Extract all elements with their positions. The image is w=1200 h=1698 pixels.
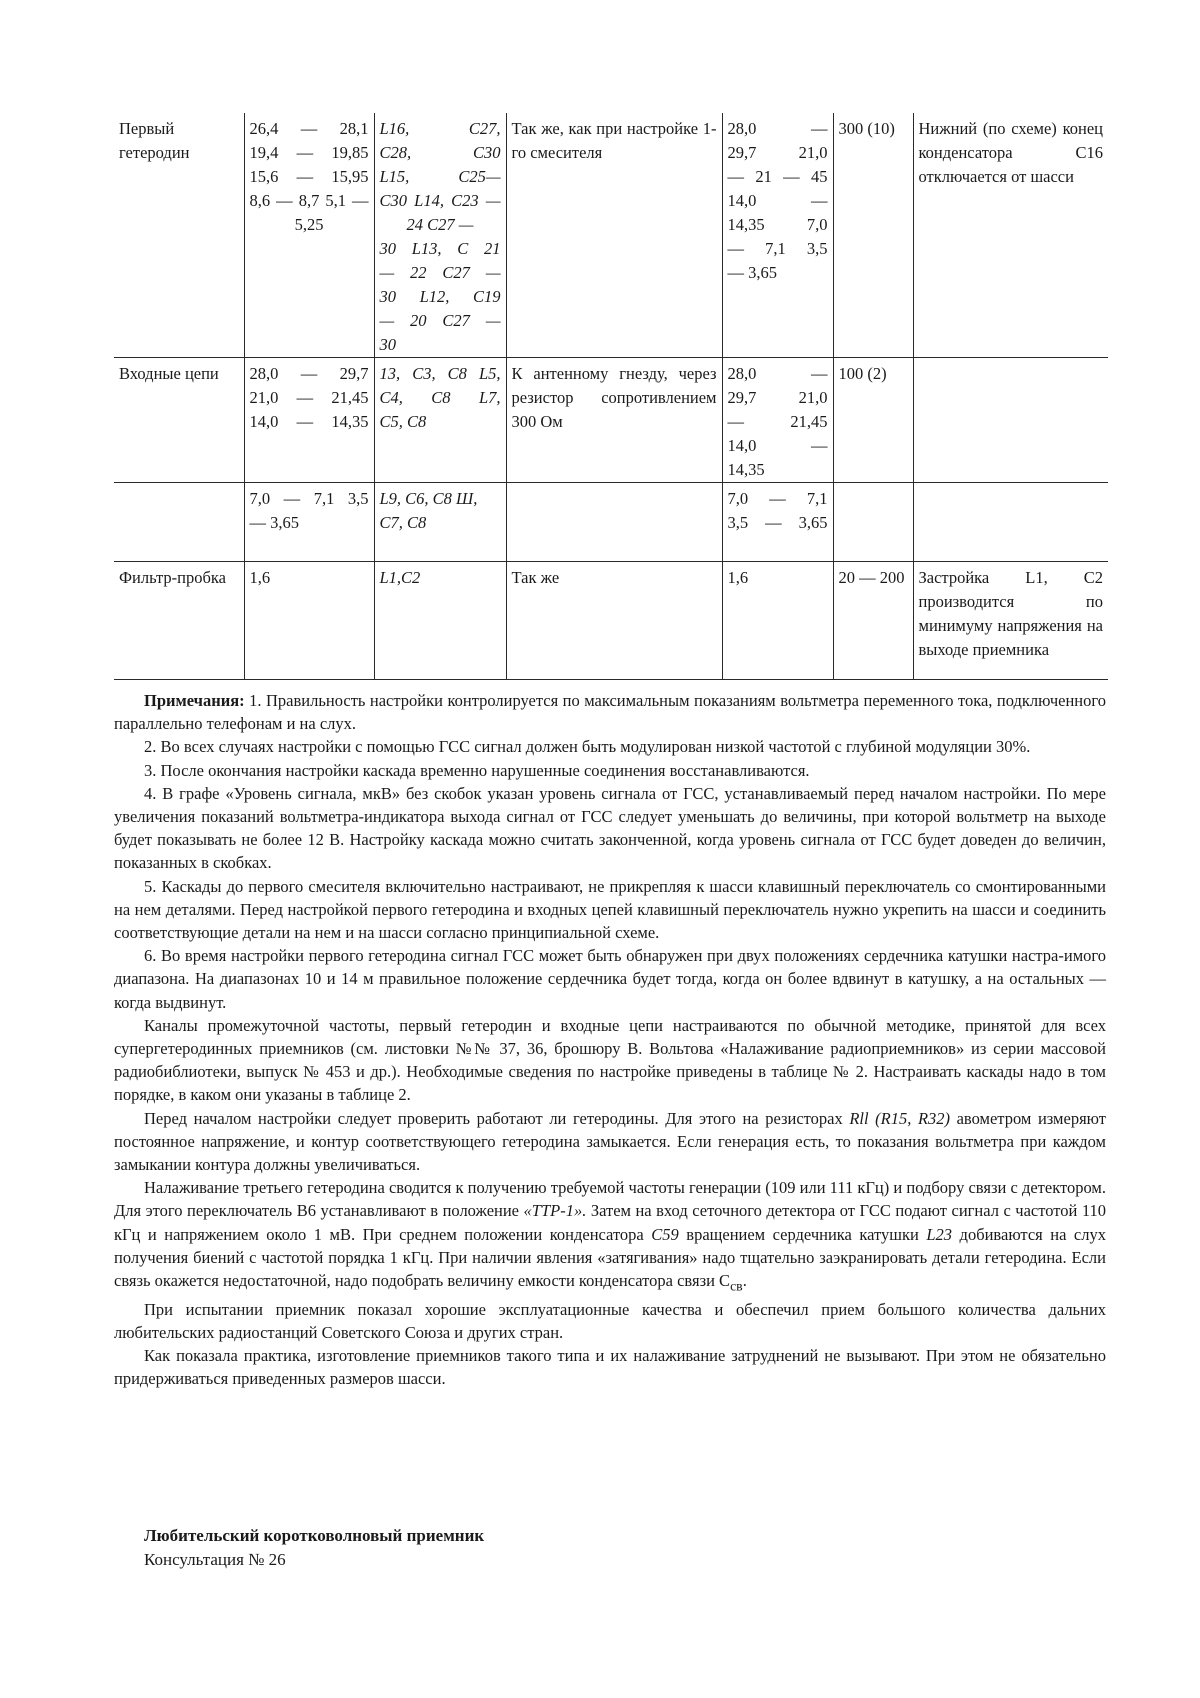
article-subtitle: Консультация № 26 — [144, 1550, 286, 1569]
freq-range: 28,0 — 29,7 21,0 — 21,45 14,0 — 14,35 — [244, 358, 374, 483]
tuning-elements: L9, C6, C8 Ш, C7, C8 — [374, 483, 506, 562]
signal-level: 20 — 200 — [833, 562, 913, 680]
note-5: 5. Каскады до первого смесителя включительно настраивают, не прикрепляя к шасси клавишный переключатель со смонтированными на нем деталями. Перед настройкой первого гетеродина и входных цепей клавишный переключатель нужно укрепить на шасси и соединить соответствующие детали на нем и на шасси согласно принципиальной схеме. — [114, 876, 1106, 943]
check-freq: 7,0 — 7,1 3,5 — 3,65 — [722, 483, 833, 562]
note-6: 6. Во время настройки первого гетеродина сигнал ГСС может быть обнаружен при двух положениях сердечника катушки настра-имого диапазона. На диапазонах 10 и 14 м правильное положение сердечника будет тогда, когда он более вдвинут в катушку, а на остальных — когда выдвинут. — [114, 946, 1106, 1012]
stage-name: Входные цепи — [114, 358, 244, 483]
note-2: 2. Во всех случаях настройки с помощью ГСС сигнал должен быть модулирован низкой частотой с глубиной модуляции 30%. — [144, 737, 1031, 757]
tuning-table — [114, 113, 1108, 680]
gss-connection — [506, 483, 722, 562]
remark: Застройка L1, C2 производится по минимуму напряжения на выходе приемника — [913, 562, 1108, 680]
next-article-heading — [144, 1524, 484, 1572]
gss-connection: Так же, как при настройке 1-го смесителя — [506, 113, 722, 358]
signal-level: 100 (2) — [833, 358, 913, 483]
check-freq: 28,0 — 29,7 21,0 — 21 — 45 14,0 — 14,35 7,0 — 7,1 3,5 — 3,65 — [722, 113, 833, 358]
stage-name: Фильтр-пробка — [114, 562, 244, 680]
paragraph-practice: Как показала практика, изготовление приемников такого типа и их налаживание затруднений не вызывают. При этом не обязательно придерживаться приведенных размеров шасси. — [114, 1345, 1106, 1389]
remark — [913, 358, 1108, 483]
paragraph-if-channels: Каналы промежуточной частоты, первый гетеродин и входные цепи настраиваются по обычной методике, принятой для всех супергетеродинных приемников (см. листовки №№ 37, 36, брошюру В. Вольтова «Налаживание радиоприемников» из серии массовой радиобиблиотеки, выпуск № 453 и др.). Необходимые сведения по настройке приведены в таблице № 2. Настраивать каскады надо в том порядке, в каком они указаны в таблице 2. — [114, 1015, 1106, 1105]
gss-connection: Так же — [506, 562, 722, 680]
table-row — [114, 483, 1108, 562]
freq-range: 1,6 — [244, 562, 374, 680]
note-4: 4. В графе «Уровень сигнала, мкВ» без скобок указан уровень сигнала от ГСС, устанавливаемый перед началом настройки. По мере увеличения показаний вольтметра-индикатора выхода сигнал от ГСС следует уменьшать до величины, при которой вольтметр на выходе будет показывать не более 12 В. Настройку каскада можно считать законченной, когда уровень сигнала от ГСС будет доведен до величин, показанных в скобках. — [114, 783, 1106, 873]
note-1: Примечания: 1. Правильность настройки контролируется по максимальным показаниям вольтметра переменного тока, подключенного параллельно телефонам и на слух. — [114, 691, 1106, 734]
remark — [913, 483, 1108, 562]
article-title: Любительский коротковолновый приемник — [144, 1526, 485, 1545]
check-freq: 1,6 — [722, 562, 833, 680]
gss-connection: К антенному гнезду, через резистор сопротивлением 300 Ом — [506, 358, 722, 483]
notes-label: Примечания: — [144, 691, 245, 710]
table-row — [114, 358, 1108, 483]
paragraph-third-oscillator: Налаживание третьего гетеродина сводится к получению требуемой частоты генерации (109 или 111 кГц) и подбору связи с детектором. Для этого переключатель В6 устанавливают в положение «ТТР-1». Затем на вход сеточного детектора от ГСС подают сигнал с частотой 110 кГц и напряжением около 1 мВ. При среднем положении конденсатора C59 вращением сердечника катушки L23 добиваются на слух получения биений с частотой порядка 1 кГц. При наличии явления «затягивания» надо тщательно заэкранировать детали гетеродина. Если связь окажется недостаточной, надо подобрать величину емкости конденсатора связи $C_{св}$. — [114, 1178, 1106, 1294]
paragraph-testing: При испытании приемник показал хорошие эксплуатационные качества и обеспечил прием большого количества дальних любительских радиостанций Советского Союза и других стран. — [114, 1299, 1106, 1342]
note-3: 3. После окончания настройки каскада временно нарушенные соединения восстанавливаются. — [144, 760, 810, 780]
tuning-elements: 13, C3, C8 L5, C4, C8 L7, C5, C8 — [374, 358, 506, 483]
tuning-elements: L16, C27, C28, C30 L15, C25— C30 L14, C23 — 24 C27 — 30 L13, C 21 — 22 C27 — 30 L12, C19 — 20 C27 — 30 — [374, 113, 506, 358]
table-row — [114, 562, 1108, 680]
signal-level — [833, 483, 913, 562]
check-freq: 28,0 — 29,7 21,0 — 21,45 14,0 — 14,35 — [722, 358, 833, 483]
paragraph-oscillator-check: Перед началом настройки следует проверить работают ли гетеродины. Для этого на резисторах Rll (R15, R32) авометром измеряют постоянное напряжение, и контур соответствующего гетеродина замыкается. Если генерация есть, то показания вольтметра при каждом замыкании контура должны увеличиваться. — [114, 1108, 1106, 1175]
freq-range: 7,0 — 7,1 3,5 — 3,65 — [244, 483, 374, 562]
freq-range: 26,4 — 28,1 19,4 — 19,85 15,6 — 15,95 8,6 — 8,7 5,1 — 5,25 — [244, 113, 374, 358]
signal-level: 300 (10) — [833, 113, 913, 358]
stage-name: Первый гетеродин — [114, 113, 244, 358]
tuning-elements: L1,C2 — [374, 562, 506, 680]
stage-name — [114, 483, 244, 562]
notes-section — [114, 689, 1106, 1390]
remark: Нижний (по схеме) конец конденсатора C16 отключается от шасси — [913, 113, 1108, 358]
table-row — [114, 113, 1108, 358]
